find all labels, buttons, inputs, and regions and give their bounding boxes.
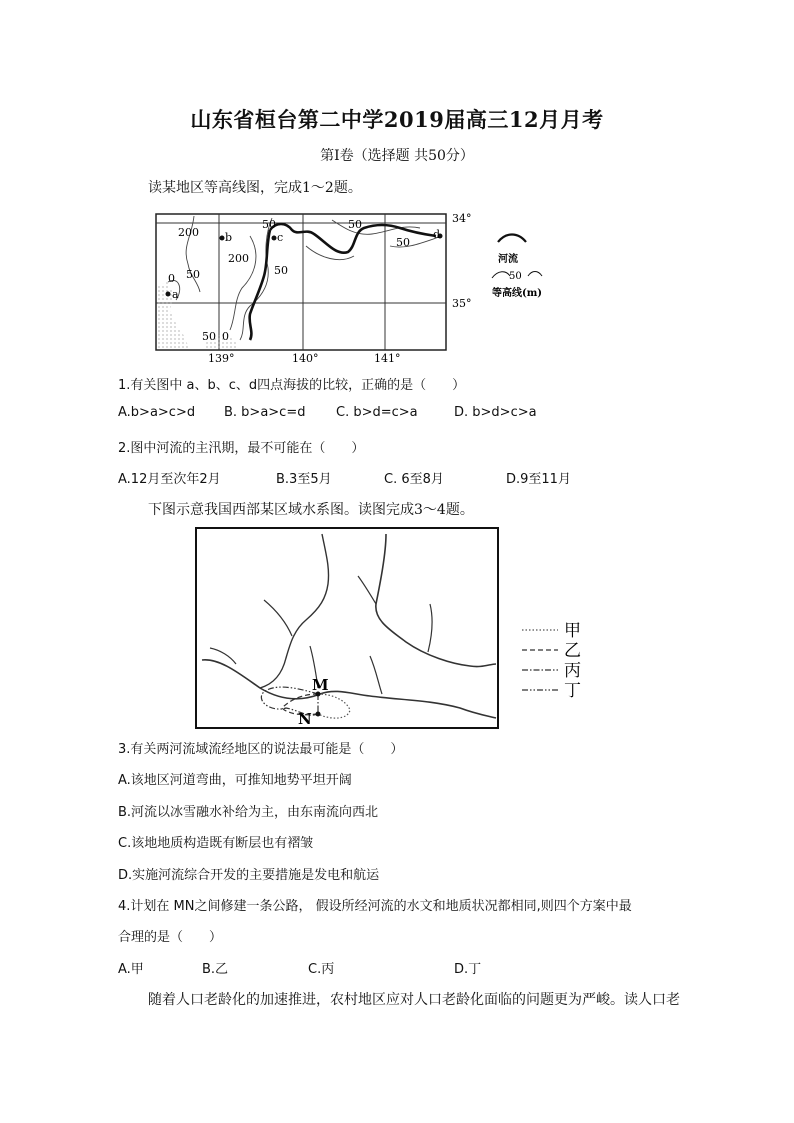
question-1-option-b: B. b>a>c=d bbox=[224, 405, 306, 420]
point-c-marker bbox=[272, 236, 277, 241]
question-4-option-d: D.丁 bbox=[454, 962, 482, 977]
question-3-option-d: D.实施河流综合开发的主要措施是发电和航运 bbox=[118, 868, 380, 883]
latitude-label-35: 35° bbox=[452, 297, 472, 310]
question-2-stem: 2.图中河流的主汛期，最不可能在（ ） bbox=[118, 441, 365, 456]
legend-jia-label: 甲 bbox=[564, 621, 581, 641]
point-m-label: M bbox=[312, 676, 329, 694]
point-a-marker bbox=[166, 292, 171, 297]
river-tributary-north bbox=[260, 534, 329, 688]
contour-label: 50 bbox=[274, 264, 288, 277]
contour-label: 50 bbox=[396, 236, 410, 249]
contour-label: 50 bbox=[186, 268, 200, 281]
contour-label: 200 bbox=[228, 252, 249, 265]
contour-label: 50 bbox=[202, 330, 216, 343]
point-n-label: N bbox=[298, 710, 312, 728]
river-system-map bbox=[190, 524, 610, 736]
legend-river-icon bbox=[498, 235, 526, 243]
point-b-label: b bbox=[225, 231, 233, 244]
question-4-stem-line-1: 4.计划在 MN之间修建一条公路， 假设所经河流的水文和地质状况都相同,则四个方案中最 bbox=[118, 899, 632, 914]
legend-yi-label: 乙 bbox=[564, 641, 581, 661]
question-1-option-c: C. b>d=c>a bbox=[336, 405, 418, 420]
question-4-option-b: B.乙 bbox=[202, 962, 229, 977]
river-south-branch bbox=[250, 230, 270, 340]
contour-line bbox=[332, 220, 420, 234]
contour-label: 0 bbox=[222, 330, 229, 343]
latitude-label-34: 34° bbox=[452, 212, 472, 225]
legend-river-label: 河流 bbox=[498, 254, 518, 265]
question-2-option-d: D.9至11月 bbox=[506, 472, 571, 487]
section-subtitle: 第Ⅰ卷（选择题 共50分） bbox=[320, 148, 474, 164]
question-4-option-a: A.甲 bbox=[118, 962, 144, 977]
question-3-option-c: C.该地地质构造既有断层也有褶皱 bbox=[118, 836, 314, 851]
longitude-label-140: 140° bbox=[292, 352, 319, 365]
page-title: 山东省桓台第二中学2019届高三12月月考 bbox=[190, 107, 604, 132]
question-2-option-b: B.3至5月 bbox=[276, 472, 332, 487]
contour-label: 0 bbox=[168, 272, 175, 285]
river-branch bbox=[370, 656, 382, 694]
contour-label: 50 bbox=[348, 218, 362, 231]
route-jia bbox=[318, 694, 350, 718]
legend-contour-label: 等高线(m) bbox=[492, 288, 543, 299]
river-branch bbox=[428, 604, 432, 652]
question-4-option-c: C.丙 bbox=[308, 962, 335, 977]
river-branch bbox=[358, 576, 376, 604]
final-paragraph: 随着人口老龄化的加速推进，农村地区应对人口老龄化面临的问题更为严峻。读人口老 bbox=[148, 992, 680, 1008]
legend-ding-label: 丁 bbox=[564, 681, 581, 701]
map-frame bbox=[156, 214, 446, 350]
point-c-label: c bbox=[277, 231, 284, 244]
question-2-option-a: A.12月至次年2月 bbox=[118, 472, 221, 487]
question-1-option-a: A.b>a>c>d bbox=[118, 405, 196, 420]
question-3-stem: 3.有关两河流域流经地区的说法最可能是（ ） bbox=[118, 742, 404, 757]
contour-label: 200 bbox=[178, 226, 199, 239]
question-1-stem: 1.有关图中 a、b、c、d四点海拔的比较，正确的是（ ） bbox=[118, 378, 466, 393]
question-4-stem-line-2: 合理的是（ ） bbox=[118, 930, 223, 945]
intro-paragraph-2: 下图示意我国西部某区域水系图。读图完成3～4题。 bbox=[148, 502, 474, 518]
point-d-label: d bbox=[433, 228, 441, 241]
river-upper-main bbox=[376, 534, 496, 667]
river-lower-main bbox=[202, 660, 496, 718]
point-n-marker bbox=[316, 712, 321, 717]
legend-contour-value: 50 bbox=[509, 271, 522, 282]
contour-line bbox=[230, 236, 256, 330]
point-b-marker bbox=[220, 236, 225, 241]
point-a-label: a bbox=[172, 288, 179, 301]
contour-map bbox=[150, 206, 570, 366]
question-3-option-a: A.该地区河道弯曲，可推知地势平坦开阔 bbox=[118, 773, 352, 788]
intro-paragraph-1: 读某地区等高线图，完成1～2题。 bbox=[148, 180, 362, 196]
longitude-label-141: 141° bbox=[374, 352, 401, 365]
question-3-option-b: B.河流以冰雪融水补给为主，由东南流向西北 bbox=[118, 805, 379, 820]
legend-bing-label: 丙 bbox=[564, 661, 581, 681]
river-branch bbox=[264, 600, 292, 636]
map2-frame bbox=[196, 528, 498, 728]
question-1-option-d: D. b>d>c>a bbox=[454, 405, 537, 420]
contour-label: 50 bbox=[262, 218, 276, 231]
contour-line bbox=[240, 218, 272, 340]
question-2-option-c: C. 6至8月 bbox=[384, 472, 444, 487]
longitude-label-139: 139° bbox=[208, 352, 235, 365]
